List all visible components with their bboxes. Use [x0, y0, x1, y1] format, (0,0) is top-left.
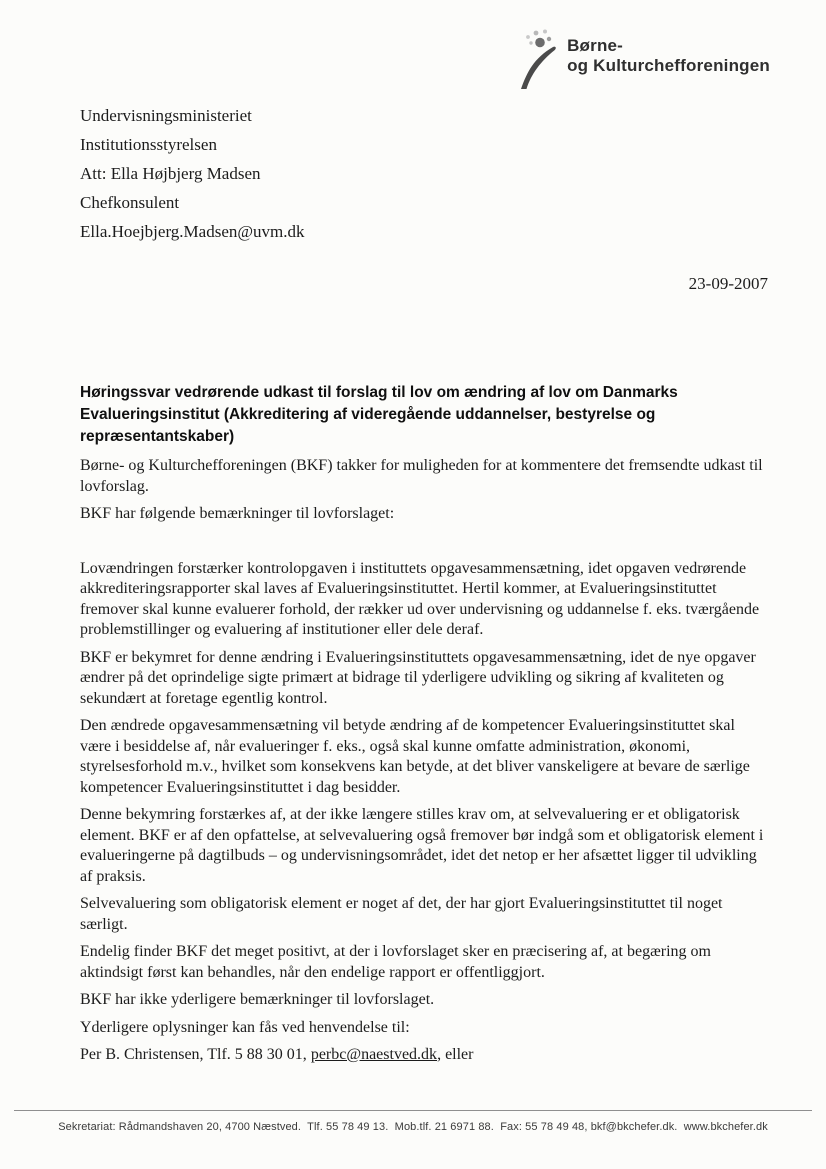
letter-date: 23-09-2007: [688, 274, 768, 293]
body-paragraph: BKF er bekymret for denne ændring i Evalueringsinstituttets opgavesammensætning, idet de nye opgaver ændrer på det oprindelige sigte primært at bidrage til yderligere udvikling og sikring af kvaliteten og sekundært at foretage egentlig kontrol.: [80, 648, 756, 707]
contact-suffix: , eller: [437, 1046, 474, 1063]
contact-prefix: Per B. Christensen, Tlf. 5 88 30 01,: [80, 1046, 311, 1063]
body-paragraph: Lovændringen forstærker kontrolopgaven i instituttets opgavesammensætning, idet opgaven vedrørende akkrediteringsrapporter skal laves af Evalueringsinstituttet. Hertil kommer, at Evalueringsinstituttet fremover skal kunne evaluerer forhold, der rækker ud over undervisning og uddannelse f. eks. tværgående problemstillinger og evaluering af institutioner eller dele deraf.: [80, 559, 760, 638]
recipient-line: Institutionsstyrelsen: [80, 135, 217, 154]
organization-logo: [519, 28, 770, 90]
recipient-line: Undervisningsministeriet: [80, 106, 252, 125]
body-paragraph: Børne- og Kulturchefforeningen (BKF) takker for muligheden for at kommentere det fremsendte udkast til lovforslag.: [80, 457, 763, 495]
body-paragraph: Selvevaluering som obligatorisk element er noget af det, der har gjort Evalueringsinstituttet til noget særligt.: [80, 895, 723, 933]
body-paragraph: Den ændrede opgavesammensætning vil betyde ændring af de kompetencer Evalueringsinstituttet skal være i besiddelse af, når evalueringer f. eks., også skal kunne omfatte administration, økonomi, styrelsesforhold m.v., hvilket som konsekvens kan betyde, at det bliver vanskeligere at bevare de særlige kompetencer Evalueringsinstituttet i dag besidder.: [80, 717, 750, 796]
recipient-line: Att: Ella Højbjerg Madsen: [80, 164, 261, 183]
body-paragraph: BKF har følgende bemærkninger til lovforslaget:: [80, 505, 395, 522]
body-paragraph: Yderligere oplysninger kan fås ved henvendelse til:: [80, 1018, 410, 1036]
body-paragraph: Endelig finder BKF det meget positivt, at der i lovforslaget sker en præcisering af, at begæring om aktindsigt først kan behandles, når den endelige rapport er offentliggjort.: [80, 943, 711, 981]
organization-name-line1: Børne-: [567, 36, 624, 55]
person-swoosh-logo-icon: [519, 28, 559, 90]
body-paragraph: BKF har ikke yderligere bemærkninger til lovforslaget.: [80, 991, 435, 1008]
recipient-line: Chefkonsulent: [80, 193, 180, 212]
contact-line: [80, 1045, 768, 1066]
letter-body: [80, 456, 768, 1038]
organization-name-line2: og Kulturchefforeningen: [567, 56, 770, 75]
email-link[interactable]: perbc@naestved.dk: [310, 1046, 438, 1063]
recipient-email: Ella.Hoejbjerg.Madsen@uvm.dk: [80, 222, 305, 241]
organization-name: [567, 28, 770, 76]
subject-heading: Høringssvar vedrørende udkast til forslag til lov om ændring af lov om Danmarks Evalueringsinstitut (Akkreditering af videregående uddannelser, bestyrelse og repræsentantskaber): [80, 384, 678, 445]
footer-secretariat-info: Sekretariat: Rådmandshaven 20, 4700 Næstved. Tlf. 55 78 49 13. Mob.tlf. 21 6971 88. Fax: 55 78 49 48, bkf@bkchefer.dk. www.bkchefer.dk: [14, 1110, 812, 1133]
body-paragraph: Denne bekymring forstærkes af, at der ikke længere stilles krav om, at selvevaluering er et obligatorisk element. BKF er af den opfattelse, at selvevaluering også fremover bør indgå som et obligatorisk element i evalueringerne på dagtilbuds – og undervisningsområdet, idet det netop er her afsættet ligger til udvikling af praksis.: [80, 806, 764, 885]
